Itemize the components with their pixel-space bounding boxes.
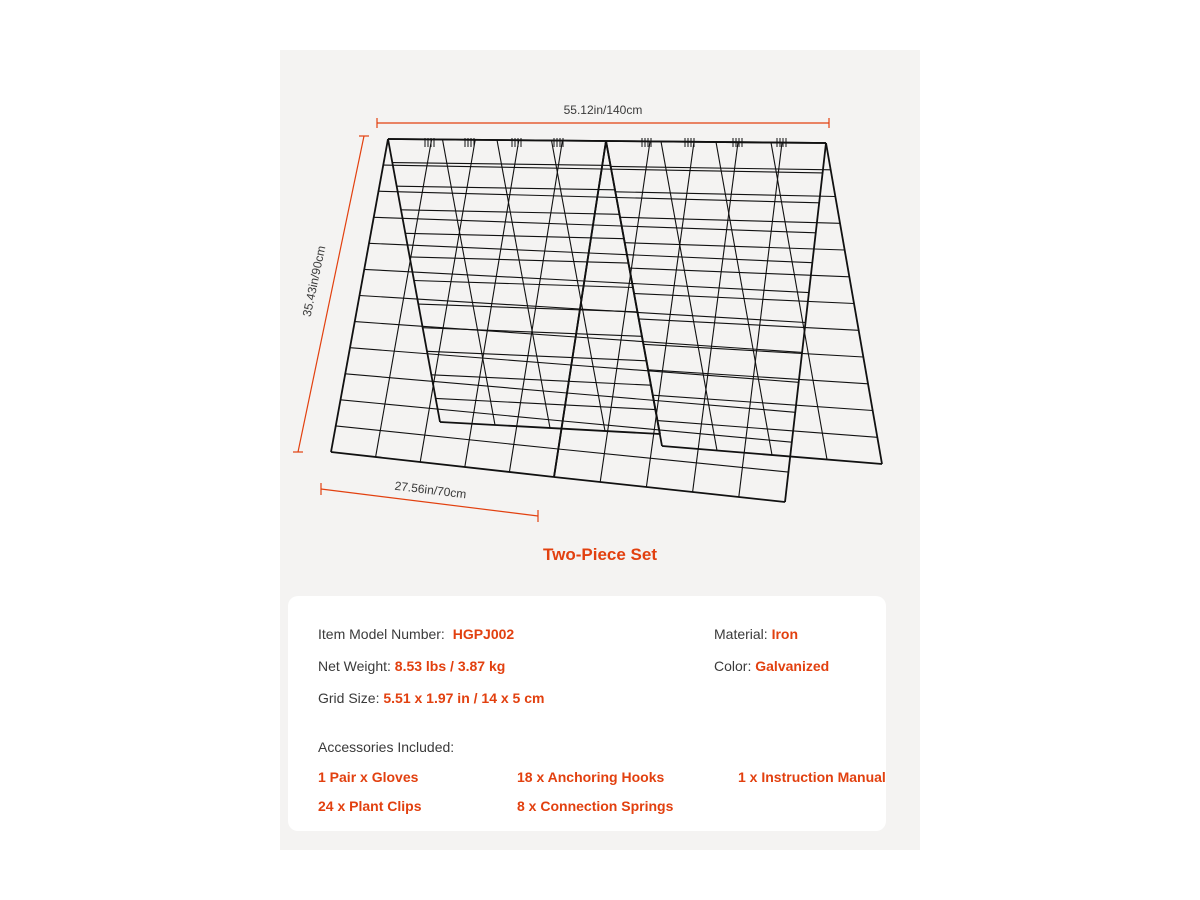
- front-panel-left-wire: [376, 139, 432, 457]
- width-label: 55.12in/140cm: [563, 103, 643, 117]
- front-panel-right-wire: [571, 365, 798, 382]
- material-label: Material:: [714, 626, 768, 642]
- front-panel-right-wire: [576, 337, 802, 352]
- weight-label: Net Weight:: [318, 658, 391, 674]
- front-panel-left-wire: [336, 426, 559, 449]
- front-panel-left-wire: [374, 217, 593, 225]
- product-card: [280, 50, 920, 850]
- back-panel-right-wire: [661, 142, 717, 451]
- accessory-item: 8 x Connection Springs: [517, 798, 674, 814]
- depth-label: 27.56in/70cm: [393, 478, 468, 502]
- front-panel-right-edge: [606, 141, 826, 143]
- height-label: 35.43in/90cm: [299, 244, 329, 318]
- front-panel-left-wire: [420, 140, 475, 462]
- front-panel-right-wire: [563, 421, 792, 442]
- color-value: Galvanized: [755, 658, 830, 674]
- front-panel-right-wire: [589, 253, 813, 263]
- grid-value: 5.51 x 1.97 in / 14 x 5 cm: [383, 690, 545, 706]
- net-weight: [318, 658, 505, 674]
- front-panel-right-wire: [580, 309, 806, 323]
- color-label: Color:: [714, 658, 752, 674]
- front-panel-left-wire: [383, 165, 601, 169]
- accessory-item: 18 x Anchoring Hooks: [517, 769, 665, 785]
- front-panel-left-edge: [331, 452, 554, 477]
- front-panel-left-wire: [369, 243, 589, 253]
- front-panel-left-wire: [379, 191, 598, 197]
- front-panel-left-edge: [388, 139, 606, 141]
- back-panel-left-wire: [552, 141, 606, 432]
- material-value: Iron: [771, 626, 799, 642]
- accessory-item: 1 Pair x Gloves: [318, 769, 419, 785]
- model-value: HGPJ002: [452, 626, 515, 642]
- accessories-label: Accessories Included:: [318, 739, 455, 755]
- front-panel-left-wire: [364, 269, 584, 281]
- set-title: Two-Piece Set: [543, 545, 657, 564]
- specs-panel: [288, 596, 886, 831]
- front-panel-left-wire: [509, 141, 562, 472]
- model-label: Item Model Number:: [318, 626, 445, 642]
- front-panel-left-wire: [355, 322, 576, 337]
- width-dimension: [377, 118, 829, 128]
- front-panel-right-wire: [558, 449, 788, 472]
- model-number: [318, 626, 514, 642]
- grid-label: Grid Size:: [318, 690, 380, 706]
- weight-value: 8.53 lbs / 3.87 kg: [394, 658, 506, 674]
- front-panel-left-wire: [360, 296, 581, 310]
- grid-size: [318, 690, 544, 706]
- material: [714, 626, 798, 642]
- color: [714, 658, 829, 674]
- front-panel-right-edge: [554, 477, 785, 502]
- front-panel-right-wire: [739, 143, 782, 497]
- front-panel-left-wire: [345, 374, 567, 393]
- accessory-item: 24 x Plant Clips: [318, 798, 422, 814]
- front-panel-right-wire: [597, 197, 819, 203]
- back-panel-right-wire: [771, 143, 827, 460]
- trellis-frames: [331, 138, 882, 502]
- accessory-item: 1 x Instruction Manual: [738, 769, 886, 785]
- front-panel-right-wire: [593, 225, 816, 233]
- trellis-diagram: [280, 50, 920, 590]
